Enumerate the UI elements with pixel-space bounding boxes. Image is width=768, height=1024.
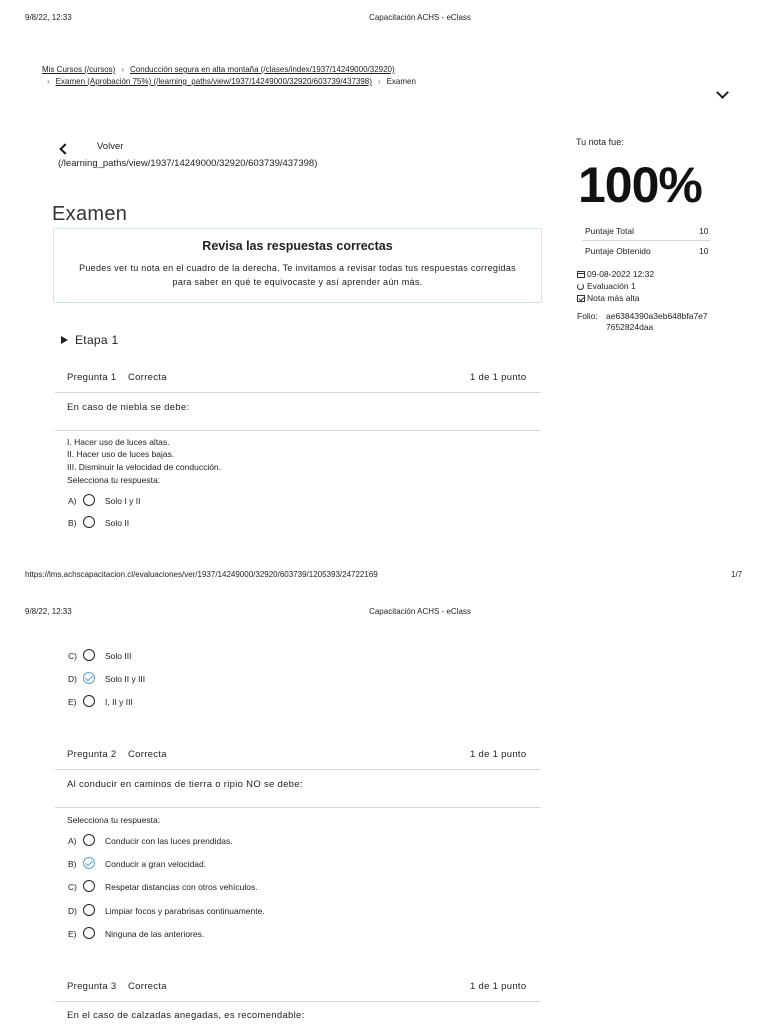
option-letter: B) — [68, 518, 77, 528]
print-footer-url: https://lms.achscapacitacion.cl/evaluaciones/ver/1937/14249000/32920/603739/1205393/24722169 — [25, 570, 378, 579]
check-square-icon — [577, 295, 585, 302]
breadcrumb-current: Examen — [386, 77, 416, 86]
print-title: Capacitación ACHS - eClass — [369, 607, 471, 616]
question-2-option-e-radio[interactable] — [83, 927, 95, 939]
back-arrow-icon[interactable] — [59, 143, 70, 154]
question-1-prompt: En caso de niebla se debe: — [67, 402, 190, 413]
results-notice — [53, 228, 542, 303]
breadcrumb-link-courses[interactable]: Mis Cursos (/cursos) — [42, 65, 116, 74]
question-divider — [55, 392, 541, 393]
chevron-down-icon[interactable] — [716, 86, 729, 99]
obtained-score-label: Puntaje Obtenido — [585, 246, 651, 256]
notice-line-2: para saber en qué te equivocaste y así aprender aún más. — [172, 277, 423, 287]
question-1-option-e-label[interactable]: I, II y III — [105, 697, 133, 707]
option-letter: C) — [68, 882, 77, 892]
option-letter: E) — [68, 697, 77, 707]
question-1-select-label: Selecciona tu respuesta: — [67, 475, 161, 485]
breadcrumb — [42, 65, 395, 74]
question-divider — [55, 807, 541, 808]
notice-line-1: Puedes ver tu nota en el cuadro de la derecha. Te invitamos a revisar todas tus respuestas corregidas — [79, 263, 516, 273]
obtained-score-value: 10 — [699, 246, 709, 256]
question-1-option-d-radio-selected[interactable] — [83, 672, 95, 684]
question-1-status: Correcta — [128, 372, 167, 383]
print-date: 9/8/22, 12:33 — [25, 13, 72, 22]
page-title: Examen — [52, 203, 128, 225]
question-2-option-b-radio-selected[interactable] — [83, 857, 95, 869]
question-1-option-e-radio[interactable] — [83, 695, 95, 707]
breadcrumb-link-learning-path[interactable]: Examen (Aprobación 75%) (/learning_paths/view/1937/14249000/32920/603739/437398) — [55, 77, 372, 86]
question-2-option-c-label[interactable]: Respetar distancias con otros vehículos. — [105, 882, 258, 892]
question-divider — [55, 430, 541, 431]
question-1-option-b-label[interactable]: Solo II — [105, 518, 130, 528]
option-letter: B) — [68, 859, 77, 869]
question-2-option-b-label[interactable]: Conducir a gran velocidad. — [105, 859, 207, 869]
stage-label[interactable]: Etapa 1 — [75, 333, 119, 347]
exam-date: 09-08-2022 12:32 — [587, 269, 655, 279]
back-link-path[interactable]: (/learning_paths/view/1937/14249000/32920/603739/437398) — [58, 158, 318, 169]
question-1-statement-2: II. Hacer uso de luces bajas. — [67, 449, 175, 459]
redo-icon — [577, 283, 584, 290]
question-3-status: Correcta — [128, 981, 167, 992]
total-score-value: 10 — [699, 226, 709, 236]
question-3-number: Pregunta 3 — [67, 981, 117, 992]
question-1-option-a-label[interactable]: Solo I y II — [105, 496, 141, 506]
total-score-label: Puntaje Total — [585, 226, 634, 236]
question-2-option-c-radio[interactable] — [83, 880, 95, 892]
question-1-option-a-radio[interactable] — [83, 494, 95, 506]
question-2-option-a-radio[interactable] — [83, 834, 95, 846]
question-2-points: 1 de 1 punto — [470, 749, 527, 760]
question-2-option-e-label[interactable]: Ninguna de las anteriores. — [105, 929, 205, 939]
folio-label: Folio: — [577, 311, 598, 321]
print-page-number: 1/7 — [731, 570, 743, 579]
question-divider — [55, 1001, 541, 1002]
question-3-prompt: En el caso de calzadas anegadas, es recomendable: — [67, 1010, 305, 1021]
option-letter: A) — [68, 836, 77, 846]
question-2-option-a-label[interactable]: Conducir con las luces prendidas. — [105, 836, 233, 846]
print-date: 9/8/22, 12:33 — [25, 607, 72, 616]
option-letter: D) — [68, 674, 77, 684]
question-2-option-d-radio[interactable] — [83, 904, 95, 916]
option-letter: D) — [68, 906, 77, 916]
question-3-points: 1 de 1 punto — [470, 981, 527, 992]
score-label: Tu nota fue: — [576, 137, 624, 147]
question-1-points: 1 de 1 punto — [470, 372, 527, 383]
calendar-icon — [577, 271, 585, 278]
question-1-statement-3: III. Disminuir la velocidad de conducción. — [67, 462, 222, 472]
question-divider — [55, 769, 541, 770]
option-letter: C) — [68, 651, 77, 661]
question-1-number: Pregunta 1 — [67, 372, 117, 383]
question-1-option-c-label[interactable]: Solo III — [105, 651, 132, 661]
option-letter: A) — [68, 496, 77, 506]
question-2-prompt: Al conducir en caminos de tierra o ripio NO se debe: — [67, 779, 303, 790]
score-divider — [582, 240, 710, 241]
breadcrumb-line-2 — [47, 77, 416, 86]
print-title: Capacitación ACHS - eClass — [369, 13, 471, 22]
folio-value-line-2: 7652824daa — [606, 322, 654, 332]
question-2-select-label: Selecciona tu respuesta: — [67, 815, 161, 825]
question-2-option-d-label[interactable]: Limpiar focos y parabrisas continuamente. — [105, 906, 265, 916]
question-1-option-c-radio[interactable] — [83, 649, 95, 661]
question-2-number: Pregunta 2 — [67, 749, 117, 760]
folio-value-line-1: ae6384390a3eb648bfa7e7 — [606, 311, 708, 321]
best-grade: Nota más alta — [587, 293, 640, 303]
evaluation-number: Evaluación 1 — [587, 281, 636, 291]
back-link[interactable]: Volver — [97, 141, 124, 152]
expand-triangle-icon[interactable] — [61, 336, 68, 344]
question-1-option-b-radio[interactable] — [83, 516, 95, 528]
breadcrumb-separator: › — [377, 77, 381, 86]
breadcrumb-separator: › — [47, 77, 50, 86]
option-letter: E) — [68, 929, 77, 939]
breadcrumb-separator: › — [121, 65, 125, 74]
breadcrumb-link-class[interactable]: Conducción segura en alta montaña (/clases/index/1937/14249000/32920) — [130, 65, 395, 74]
question-1-option-d-label[interactable]: Solo II y III — [105, 674, 146, 684]
score-value: 100% — [578, 157, 702, 213]
question-1-statement-1: I. Hacer uso de luces altas. — [67, 437, 170, 447]
notice-title: Revisa las respuestas correctas — [202, 239, 393, 253]
question-2-status: Correcta — [128, 749, 167, 760]
